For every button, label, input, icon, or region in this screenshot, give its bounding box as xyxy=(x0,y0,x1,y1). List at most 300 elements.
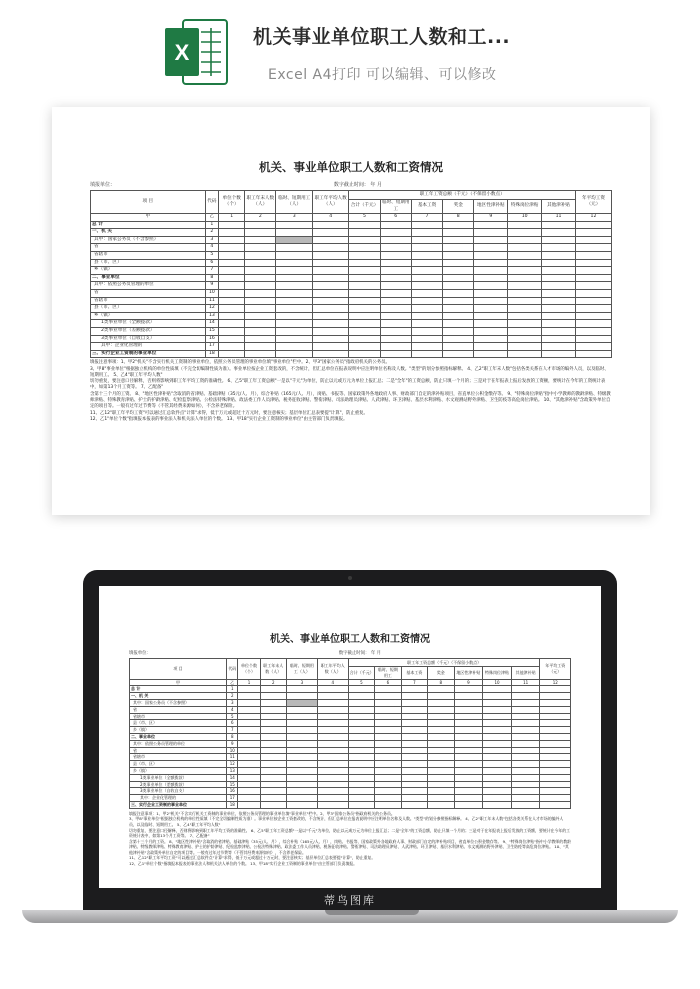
table-cell[interactable] xyxy=(276,312,312,320)
table-cell[interactable] xyxy=(349,221,380,229)
table-cell[interactable] xyxy=(474,282,508,290)
table-cell[interactable] xyxy=(260,740,286,747)
table-cell[interactable] xyxy=(375,788,401,795)
table-cell[interactable] xyxy=(348,733,374,740)
table-cell[interactable] xyxy=(540,733,571,740)
table-cell[interactable] xyxy=(483,720,512,727)
table-cell[interactable] xyxy=(238,774,260,781)
table-cell[interactable] xyxy=(245,297,276,305)
table-cell[interactable] xyxy=(380,320,411,328)
table-cell[interactable] xyxy=(411,320,442,328)
table-cell[interactable] xyxy=(474,289,508,297)
table-cell[interactable] xyxy=(238,713,260,720)
table-cell[interactable] xyxy=(575,282,611,290)
table-cell[interactable] xyxy=(260,699,286,706)
table-cell[interactable] xyxy=(454,781,483,788)
table-cell[interactable] xyxy=(401,720,427,727)
table-cell[interactable] xyxy=(276,274,312,282)
table-cell[interactable] xyxy=(540,706,571,713)
table-cell[interactable] xyxy=(349,350,380,358)
table-cell[interactable] xyxy=(380,350,411,358)
table-cell[interactable] xyxy=(428,781,454,788)
table-cell[interactable] xyxy=(443,343,474,351)
table-cell[interactable] xyxy=(454,720,483,727)
table-cell[interactable] xyxy=(540,686,571,693)
table-cell[interactable] xyxy=(312,312,348,320)
table-cell[interactable] xyxy=(375,713,401,720)
table-cell[interactable] xyxy=(238,801,260,808)
table-cell[interactable] xyxy=(474,327,508,335)
table-cell[interactable] xyxy=(508,251,542,259)
table-cell[interactable] xyxy=(317,767,348,774)
table-cell[interactable] xyxy=(238,761,260,768)
table-cell[interactable] xyxy=(540,761,571,768)
table-cell[interactable] xyxy=(508,236,542,244)
table-cell[interactable] xyxy=(219,305,245,313)
table-cell[interactable] xyxy=(317,720,348,727)
table-cell[interactable] xyxy=(348,781,374,788)
table-cell[interactable] xyxy=(349,267,380,275)
table-cell[interactable] xyxy=(428,686,454,693)
table-cell[interactable] xyxy=(245,236,276,244)
table-cell[interactable] xyxy=(511,733,540,740)
table-cell[interactable] xyxy=(511,693,540,700)
table-cell[interactable] xyxy=(483,781,512,788)
table-cell[interactable] xyxy=(312,236,348,244)
table-cell[interactable] xyxy=(238,727,260,734)
table-cell[interactable] xyxy=(508,312,542,320)
table-cell[interactable] xyxy=(542,343,576,351)
table-cell[interactable] xyxy=(348,699,374,706)
table-cell[interactable] xyxy=(286,781,317,788)
table-cell[interactable] xyxy=(276,267,312,275)
table-cell[interactable] xyxy=(483,727,512,734)
table-cell[interactable] xyxy=(245,343,276,351)
table-cell[interactable] xyxy=(312,267,348,275)
table-cell[interactable] xyxy=(511,795,540,802)
table-cell[interactable] xyxy=(219,282,245,290)
table-cell[interactable] xyxy=(245,221,276,229)
table-cell[interactable] xyxy=(348,706,374,713)
table-cell[interactable] xyxy=(428,774,454,781)
table-cell[interactable] xyxy=(260,727,286,734)
table-cell[interactable] xyxy=(349,320,380,328)
table-cell[interactable] xyxy=(286,754,317,761)
table-cell[interactable] xyxy=(380,251,411,259)
table-cell[interactable] xyxy=(511,781,540,788)
table-cell[interactable] xyxy=(245,350,276,358)
table-cell[interactable] xyxy=(312,305,348,313)
table-cell[interactable] xyxy=(312,259,348,267)
table-cell[interactable] xyxy=(454,761,483,768)
table-cell[interactable] xyxy=(260,781,286,788)
table-cell[interactable] xyxy=(245,320,276,328)
table-cell[interactable] xyxy=(260,801,286,808)
table-cell[interactable] xyxy=(540,788,571,795)
table-cell[interactable] xyxy=(454,733,483,740)
table-cell[interactable] xyxy=(443,312,474,320)
table-cell[interactable] xyxy=(260,733,286,740)
table-cell[interactable] xyxy=(260,720,286,727)
table-cell[interactable] xyxy=(511,801,540,808)
table-cell[interactable] xyxy=(540,781,571,788)
table-cell[interactable] xyxy=(540,699,571,706)
table-cell[interactable] xyxy=(411,335,442,343)
table-cell[interactable] xyxy=(454,747,483,754)
table-cell[interactable] xyxy=(401,781,427,788)
table-cell[interactable] xyxy=(411,221,442,229)
table-cell[interactable] xyxy=(411,251,442,259)
table-cell[interactable] xyxy=(401,747,427,754)
table-cell[interactable] xyxy=(411,259,442,267)
table-cell[interactable] xyxy=(317,727,348,734)
table-cell[interactable] xyxy=(428,693,454,700)
table-cell[interactable] xyxy=(411,274,442,282)
table-cell[interactable] xyxy=(401,795,427,802)
table-cell[interactable] xyxy=(286,795,317,802)
table-cell[interactable] xyxy=(511,727,540,734)
table-cell[interactable] xyxy=(483,788,512,795)
table-cell[interactable] xyxy=(286,727,317,734)
table-cell[interactable] xyxy=(511,706,540,713)
table-cell[interactable] xyxy=(380,335,411,343)
table-cell[interactable] xyxy=(454,699,483,706)
table-cell[interactable] xyxy=(511,740,540,747)
table-cell[interactable] xyxy=(542,350,576,358)
table-cell[interactable] xyxy=(219,236,245,244)
table-cell[interactable] xyxy=(260,774,286,781)
table-cell[interactable] xyxy=(542,335,576,343)
table-cell[interactable] xyxy=(483,706,512,713)
table-cell[interactable] xyxy=(540,767,571,774)
table-cell[interactable] xyxy=(443,327,474,335)
table-cell[interactable] xyxy=(542,320,576,328)
table-cell[interactable] xyxy=(348,713,374,720)
table-cell[interactable] xyxy=(401,774,427,781)
table-cell[interactable] xyxy=(238,706,260,713)
table-cell[interactable] xyxy=(454,706,483,713)
table-cell[interactable] xyxy=(474,221,508,229)
table-cell[interactable] xyxy=(380,305,411,313)
table-cell[interactable] xyxy=(375,761,401,768)
table-cell[interactable] xyxy=(219,312,245,320)
table-cell[interactable] xyxy=(317,795,348,802)
table-cell[interactable] xyxy=(375,686,401,693)
table-cell[interactable] xyxy=(286,733,317,740)
table-cell[interactable] xyxy=(483,801,512,808)
table-cell[interactable] xyxy=(428,754,454,761)
table-cell[interactable] xyxy=(454,795,483,802)
table-cell[interactable] xyxy=(511,767,540,774)
table-cell[interactable] xyxy=(401,788,427,795)
table-cell[interactable] xyxy=(219,320,245,328)
table-cell[interactable] xyxy=(276,244,312,252)
table-cell[interactable] xyxy=(375,706,401,713)
table-cell[interactable] xyxy=(443,320,474,328)
table-cell[interactable] xyxy=(312,244,348,252)
table-cell[interactable] xyxy=(508,343,542,351)
table-cell[interactable] xyxy=(542,305,576,313)
table-cell[interactable] xyxy=(542,282,576,290)
table-cell[interactable] xyxy=(483,686,512,693)
table-cell[interactable] xyxy=(348,747,374,754)
table-cell[interactable] xyxy=(540,740,571,747)
table-cell[interactable] xyxy=(380,274,411,282)
table-cell[interactable] xyxy=(443,289,474,297)
table-cell[interactable] xyxy=(245,244,276,252)
table-cell[interactable] xyxy=(219,244,245,252)
table-cell[interactable] xyxy=(542,267,576,275)
table-cell[interactable] xyxy=(312,251,348,259)
table-cell[interactable] xyxy=(508,289,542,297)
table-cell[interactable] xyxy=(238,733,260,740)
table-cell[interactable] xyxy=(245,289,276,297)
table-cell[interactable] xyxy=(443,244,474,252)
table-cell[interactable] xyxy=(276,335,312,343)
table-cell[interactable] xyxy=(349,327,380,335)
table-cell[interactable] xyxy=(542,327,576,335)
table-cell[interactable] xyxy=(286,706,317,713)
table-cell[interactable] xyxy=(348,693,374,700)
table-cell[interactable] xyxy=(349,289,380,297)
table-cell[interactable] xyxy=(454,801,483,808)
table-cell[interactable] xyxy=(317,788,348,795)
table-cell[interactable] xyxy=(349,274,380,282)
table-cell[interactable] xyxy=(219,327,245,335)
table-cell[interactable] xyxy=(349,259,380,267)
table-cell[interactable] xyxy=(245,327,276,335)
table-cell[interactable] xyxy=(380,229,411,237)
table-cell[interactable] xyxy=(260,747,286,754)
table-cell[interactable] xyxy=(542,244,576,252)
table-cell[interactable] xyxy=(443,350,474,358)
table-cell[interactable] xyxy=(474,350,508,358)
table-cell[interactable] xyxy=(511,747,540,754)
table-cell[interactable] xyxy=(428,747,454,754)
table-cell[interactable] xyxy=(348,686,374,693)
table-cell[interactable] xyxy=(317,686,348,693)
table-cell[interactable] xyxy=(317,699,348,706)
table-cell[interactable] xyxy=(245,251,276,259)
table-cell[interactable] xyxy=(219,343,245,351)
table-cell[interactable] xyxy=(260,795,286,802)
table-cell[interactable] xyxy=(474,251,508,259)
table-cell[interactable] xyxy=(575,289,611,297)
table-cell[interactable] xyxy=(428,727,454,734)
table-cell[interactable] xyxy=(540,795,571,802)
table-cell[interactable] xyxy=(508,305,542,313)
table-cell[interactable] xyxy=(238,781,260,788)
table-cell[interactable] xyxy=(276,289,312,297)
table-cell[interactable] xyxy=(276,236,312,244)
table-cell[interactable] xyxy=(286,788,317,795)
table-cell[interactable] xyxy=(428,720,454,727)
table-cell[interactable] xyxy=(511,686,540,693)
table-cell[interactable] xyxy=(483,754,512,761)
table-cell[interactable] xyxy=(276,221,312,229)
table-cell[interactable] xyxy=(411,350,442,358)
table-cell[interactable] xyxy=(245,305,276,313)
table-cell[interactable] xyxy=(474,274,508,282)
table-cell[interactable] xyxy=(411,236,442,244)
table-cell[interactable] xyxy=(348,727,374,734)
table-cell[interactable] xyxy=(428,740,454,747)
table-cell[interactable] xyxy=(317,781,348,788)
table-cell[interactable] xyxy=(508,335,542,343)
table-cell[interactable] xyxy=(454,686,483,693)
table-cell[interactable] xyxy=(286,761,317,768)
table-cell[interactable] xyxy=(312,327,348,335)
table-cell[interactable] xyxy=(286,693,317,700)
table-cell[interactable] xyxy=(238,699,260,706)
table-cell[interactable] xyxy=(245,335,276,343)
table-cell[interactable] xyxy=(349,312,380,320)
table-cell[interactable] xyxy=(317,693,348,700)
table-cell[interactable] xyxy=(483,767,512,774)
table-cell[interactable] xyxy=(276,320,312,328)
table-cell[interactable] xyxy=(375,740,401,747)
table-cell[interactable] xyxy=(238,720,260,727)
table-cell[interactable] xyxy=(286,713,317,720)
table-cell[interactable] xyxy=(508,274,542,282)
table-cell[interactable] xyxy=(401,706,427,713)
table-cell[interactable] xyxy=(260,761,286,768)
table-cell[interactable] xyxy=(349,236,380,244)
table-cell[interactable] xyxy=(349,297,380,305)
table-cell[interactable] xyxy=(401,733,427,740)
table-cell[interactable] xyxy=(401,801,427,808)
table-cell[interactable] xyxy=(401,740,427,747)
table-cell[interactable] xyxy=(540,727,571,734)
table-cell[interactable] xyxy=(317,761,348,768)
table-cell[interactable] xyxy=(245,312,276,320)
table-cell[interactable] xyxy=(474,312,508,320)
table-cell[interactable] xyxy=(428,788,454,795)
table-cell[interactable] xyxy=(348,795,374,802)
table-cell[interactable] xyxy=(474,343,508,351)
table-cell[interactable] xyxy=(508,259,542,267)
table-cell[interactable] xyxy=(474,335,508,343)
table-cell[interactable] xyxy=(411,305,442,313)
table-cell[interactable] xyxy=(380,297,411,305)
table-cell[interactable] xyxy=(375,720,401,727)
table-cell[interactable] xyxy=(483,699,512,706)
table-cell[interactable] xyxy=(443,251,474,259)
table-cell[interactable] xyxy=(380,259,411,267)
table-cell[interactable] xyxy=(312,289,348,297)
table-cell[interactable] xyxy=(312,335,348,343)
table-cell[interactable] xyxy=(317,713,348,720)
table-cell[interactable] xyxy=(454,754,483,761)
table-cell[interactable] xyxy=(245,282,276,290)
table-cell[interactable] xyxy=(474,297,508,305)
table-cell[interactable] xyxy=(375,699,401,706)
table-cell[interactable] xyxy=(511,774,540,781)
table-cell[interactable] xyxy=(443,236,474,244)
table-cell[interactable] xyxy=(511,720,540,727)
table-cell[interactable] xyxy=(511,754,540,761)
table-cell[interactable] xyxy=(401,713,427,720)
table-cell[interactable] xyxy=(454,788,483,795)
table-cell[interactable] xyxy=(411,343,442,351)
table-cell[interactable] xyxy=(349,343,380,351)
table-cell[interactable] xyxy=(575,320,611,328)
table-cell[interactable] xyxy=(542,221,576,229)
table-cell[interactable] xyxy=(508,282,542,290)
table-cell[interactable] xyxy=(380,343,411,351)
table-cell[interactable] xyxy=(276,251,312,259)
table-cell[interactable] xyxy=(276,350,312,358)
table-cell[interactable] xyxy=(542,274,576,282)
table-cell[interactable] xyxy=(260,686,286,693)
table-cell[interactable] xyxy=(349,282,380,290)
table-cell[interactable] xyxy=(286,686,317,693)
table-cell[interactable] xyxy=(317,706,348,713)
table-cell[interactable] xyxy=(286,774,317,781)
sheet-preview[interactable] xyxy=(52,107,650,515)
table-cell[interactable] xyxy=(575,251,611,259)
table-cell[interactable] xyxy=(349,305,380,313)
table-cell[interactable] xyxy=(542,297,576,305)
table-cell[interactable] xyxy=(428,795,454,802)
table-cell[interactable] xyxy=(575,274,611,282)
table-cell[interactable] xyxy=(238,767,260,774)
table-cell[interactable] xyxy=(380,282,411,290)
table-cell[interactable] xyxy=(317,801,348,808)
table-cell[interactable] xyxy=(245,259,276,267)
table-cell[interactable] xyxy=(375,747,401,754)
table-cell[interactable] xyxy=(348,754,374,761)
table-cell[interactable] xyxy=(260,788,286,795)
table-cell[interactable] xyxy=(238,740,260,747)
table-cell[interactable] xyxy=(575,236,611,244)
table-cell[interactable] xyxy=(375,693,401,700)
table-cell[interactable] xyxy=(474,267,508,275)
table-cell[interactable] xyxy=(380,267,411,275)
table-cell[interactable] xyxy=(474,320,508,328)
table-cell[interactable] xyxy=(276,327,312,335)
table-cell[interactable] xyxy=(348,720,374,727)
table-cell[interactable] xyxy=(474,259,508,267)
table-cell[interactable] xyxy=(542,236,576,244)
table-cell[interactable] xyxy=(411,312,442,320)
table-cell[interactable] xyxy=(375,767,401,774)
table-cell[interactable] xyxy=(540,754,571,761)
table-cell[interactable] xyxy=(540,693,571,700)
table-cell[interactable] xyxy=(286,699,317,706)
table-cell[interactable] xyxy=(483,795,512,802)
table-cell[interactable] xyxy=(483,733,512,740)
table-cell[interactable] xyxy=(312,350,348,358)
table-cell[interactable] xyxy=(375,795,401,802)
table-cell[interactable] xyxy=(219,251,245,259)
table-cell[interactable] xyxy=(428,706,454,713)
table-cell[interactable] xyxy=(540,747,571,754)
table-cell[interactable] xyxy=(511,788,540,795)
table-cell[interactable] xyxy=(454,774,483,781)
table-cell[interactable] xyxy=(375,733,401,740)
table-cell[interactable] xyxy=(380,327,411,335)
table-cell[interactable] xyxy=(575,350,611,358)
table-cell[interactable] xyxy=(219,267,245,275)
table-cell[interactable] xyxy=(238,788,260,795)
table-cell[interactable] xyxy=(411,289,442,297)
table-cell[interactable] xyxy=(575,335,611,343)
table-cell[interactable] xyxy=(238,686,260,693)
table-cell[interactable] xyxy=(540,774,571,781)
table-cell[interactable] xyxy=(443,267,474,275)
table-cell[interactable] xyxy=(542,251,576,259)
